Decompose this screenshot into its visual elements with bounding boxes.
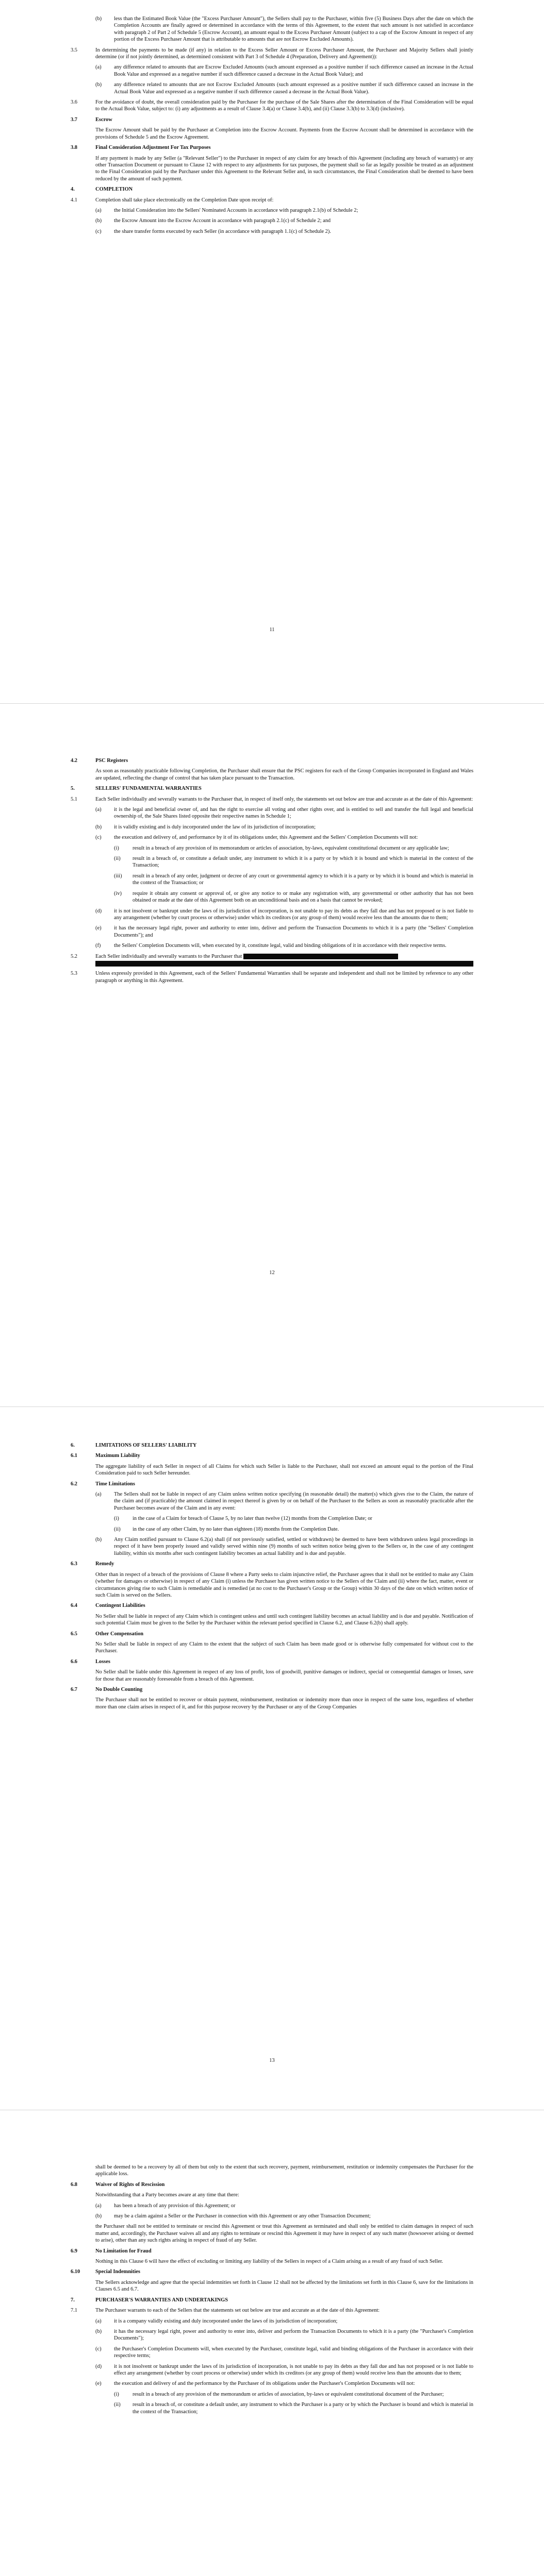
clause-paragraph: No Seller shall be liable in respect of any Claim which is contingent unless and until such contingent liability becomes an actual liability and is due and payable. Notification of such potential Claim must be given to the Seller by the Purchaser within the relevant period specified in Clause 6.2, and Clause 6.2(b) shall apply. <box>95 1613 473 1626</box>
page-13 <box>0 1407 544 2110</box>
page-11 <box>0 0 544 703</box>
clause-paragraph: As soon as reasonably practicable following Completion, the Purchaser shall ensure that the PSC registers for each of the Group Companies incorporated in England and Wales are updated, reflecting the change of control that has taken place pursuant to the Transaction. <box>95 768 473 781</box>
clause-item: 5.1 Each Seller individually and severally warrants to the Purchaser that, in respect of itself only, the statements set out below are true and accurate as at the date of this Agreement: <box>71 796 473 802</box>
page-number: 13 <box>269 2058 275 2063</box>
clause-item: (a) the Initial Consideration into the Sellers' Nominated Accounts in accordance with paragraph 2.1(b) of Schedule 2; <box>95 207 358 213</box>
clause-heading: 3.8 Final Consideration Adjustment For Tax Purposes <box>71 145 211 151</box>
clause-heading: 6.9 No Limitation for Fraud <box>71 2248 152 2254</box>
clause-heading: 6.8 Waiver of Rights of Rescission <box>71 2181 165 2188</box>
clause-item: (c) the share transfer forms executed by each Seller (in accordance with paragraph 1.1(c) of Schedule 2). <box>95 228 331 234</box>
clause-item: (e) the execution and delivery of and the performance by the Purchaser of its obligations under the Purchaser's Completion Documents will not: <box>95 2381 415 2387</box>
clause-item: (ii) in the case of any other Claim, by no later than eighteen (18) months from the Completion Date. <box>114 1526 339 1532</box>
clause-item: 7.1 The Purchaser warrants to each of the Sellers that the statements set out below are true and accurate as at the date of this Agreement: <box>71 2308 380 2314</box>
clause-item: (i) result in a breach of any provision of its memorandum or articles of association, by-laws, equivalent constitutional document or any applicable law; <box>114 845 449 851</box>
clause-heading: 6.5 Other Compensation <box>71 1631 144 1637</box>
clause-item: (iv) require it obtain any consent or approval of, or give any notice to or make any registration with, any governmental or other authority that has not been obtained or made at the date of this Agreement both on an unconditional basis and on a basis that cannot be revoked; <box>114 890 473 904</box>
clause-item: (a) any difference related to amounts that are Escrow Excluded Amounts (such amount expressed as a positive number if such difference caused an increase in the Actual Book Value and expressed as a negative number if such difference caused a decrease in the Actual Book Value); and <box>95 64 473 77</box>
page-body <box>71 757 473 988</box>
clause-heading: 6.6 Losses <box>71 1658 110 1665</box>
clause-item: (b) less than the Estimated Book Value (the "Excess Purchaser Amount"), the Sellers shall pay to the Purchaser, within five (5) Business Days after the date on which the Completion Accounts are finally agreed or determined in accordance with the terms of this Agreement, to the extent that such amount is not satisfied in accordance with paragraph 2 of Part 2 of Schedule 5 (Escrow Account), an amount equal to the Excess Purchaser Amount (subject to a cap of the Escrow Amount in respect of any portion of the Excess Purchaser Amount that is attributable to amounts that are not Escrow Excluded Amounts). <box>95 16 473 43</box>
section-heading: 7. PURCHASER'S WARRANTIES AND UNDERTAKINGS <box>71 2297 228 2303</box>
clause-paragraph: The Purchaser shall not be entitled to recover or obtain payment, reimbursement, restitution or indemnity more than once in respect of the same loss, regardless of whether more than one claim arises in respect of it, and for this purpose recovery by the Purchaser or any of the Group Companies <box>95 1697 473 1710</box>
clause-item: 5.3 Unless expressly provided in this Agreement, each of the Sellers' Fundamental Warranties shall be separate and independent and shall not be limited by reference to any other paragraph or anything in this Agreement. <box>71 971 473 984</box>
clause-item: (c) the execution and delivery of, and performance by it of its obligations under, this Agreement and the Sellers' Completion Documents will not: <box>95 835 418 841</box>
section-heading: 6. LIMITATIONS OF SELLERS' LIABILITY <box>71 1443 197 1448</box>
clause-heading: 6.3 Remedy <box>71 1561 114 1567</box>
page-12 <box>0 704 544 1406</box>
clause-item: (iii) result in a breach of any order, judgment or decree of any court or governmental agency to which it is a party or by which it is bound and which is material in the context of the Transaction; or <box>114 873 473 886</box>
clause-paragraph: The aggregate liability of each Seller in respect of all Claims for which such Seller is liable to the Purchaser, shall not exceed an amount equal to the portion of the Final Consideration paid to such Seller hereunder. <box>95 1463 473 1477</box>
clause-item: (e) it has the necessary legal right, power and authority to enter into, deliver and perform the Transaction Documents to which it is a party (the "Sellers' Completion Documents"); and <box>95 925 473 938</box>
section-heading: 4. COMPLETION <box>71 187 133 193</box>
page-number: 12 <box>269 1270 275 1276</box>
clause-item: 3.6 For the avoidance of doubt, the overall consideration paid by the Purchaser for the purchase of the Sale Shares after the determination of the Final Consideration will be equal to the Actual Book Value, subject to: (i) any adjustments as a result of Clause 3.4(a) or Clause 3.4(b), and (ii) Clause 3.3(b) to 3.3(d) (inclusive). <box>71 99 473 112</box>
clause-item: (b) the Escrow Amount into the Escrow Account in accordance with paragraph 2.1(c) of Schedule 2; and <box>95 218 331 224</box>
clause-item-redacted: 5.2 Each Seller individually and severally warrants to the Purchaser that <box>71 953 473 967</box>
section-heading: 5. SELLERS' FUNDAMENTAL WARRANTIES <box>71 786 202 792</box>
clause-paragraph: Other than in respect of a breach of the provisions of Clause 8 where a Party seeks to claim injunctive relief, the Purchaser agrees that it shall not be entitled to make any Claim (whether for damages or otherwise) in respect of any Claim (i) unless the Purchaser has given written notice to the Sellers of the Claim and (ii) where the fact, matter, event or circumstances giving rise to such Claim is remediable and is remedied (at no cost to the Purchaser's Group or the Group) within 30 days of the date on which written notice of such Claim is served on the Sellers. <box>95 1571 473 1598</box>
clause-item: (b) any difference related to amounts that are not Escrow Excluded Amounts (such amount expressed as a positive number if such difference caused an increase in the Actual Book Value and expressed as a negative number if such difference caused a decrease in the Actual Book Value). <box>95 82 473 95</box>
clause-paragraph: Nothing in this Clause 6 will have the effect of excluding or limiting any liability of the Sellers in respect of a Claim arising as a result of any fraud of such Seller. <box>95 2259 443 2265</box>
page-body <box>71 2164 473 2419</box>
clause-heading: 6.1 Maximum Liability <box>71 1453 140 1459</box>
clause-paragraph: If any payment is made by any Seller (a "Relevant Seller") to the Purchaser in respect of any claim for any breach of this Agreement (including any breach of warranty) or any other Transaction Document or pursuant to Clause 12 with respect to any adjustments for tax purposes, the payment shall so far as legally possible be treated as an adjustment to the Final Consideration paid by the Purchaser under this Agreement to the Relevant Seller and, in such circumstances, the Final Consideration shall be deemed to have been reduced by the amount of such payment. <box>95 155 473 182</box>
clause-heading: 6.4 Contingent Liabilities <box>71 1603 145 1609</box>
clause-item: (i) result in a breach of any provision of the memorandum or articles of association, by-laws or equivalent constitutional document of the Purchaser; <box>114 2391 444 2397</box>
page-14 <box>0 2110 544 2576</box>
clause-item: 3.5 In determining the payments to be made (if any) in relation to the Excess Seller Amount or Excess Purchaser Amount, the Purchaser and Majority Sellers shall jointly determine (or if not jointly determined, as determined consistent with Part 3 of Schedule 4 (Preparation, Delivery and Agreement)): <box>71 47 473 60</box>
clause-item: (i) in the case of a Claim for breach of Clause 5, by no later than twelve (12) months from the Completion Date; or <box>114 1516 372 1522</box>
clause-paragraph: The Escrow Amount shall be paid by the Purchaser at Completion into the Escrow Account. Payments from the Escrow Account shall be determined in accordance with the provisions of Schedule 5 and the Escrow Agreement. <box>95 127 473 140</box>
clause-item: (a) it is a company validly existing and duly incorporated under the laws of its jurisdiction of incorporation; <box>95 2318 338 2324</box>
clause-paragraph: shall be deemed to be a recovery by all of them but only to the extent that such recovery, payment, reimbursement, restitution or indemnity compensates the Purchaser for the applicable loss. <box>95 2164 473 2177</box>
clause-item: (c) the Purchaser's Completion Documents will, when executed by the Purchaser, constitute legal, valid and binding obligations of the Purchaser in accordance with their respective terms; <box>95 2346 473 2359</box>
clause-item: (b) may be a claim against a Seller or the Purchaser in connection with this Agreement or any other Transaction Document; <box>95 2213 371 2219</box>
clause-paragraph: No Seller shall be liable under this Agreement in respect of any loss of profit, loss of goodwill, punitive damages or indirect, special or consequential damages or losses, save for those that are reasonably foreseeable from a breach of this Agreement. <box>95 1669 473 1682</box>
clause-heading: 6.7 No Double Counting <box>71 1686 143 1692</box>
clause-item: 4.1 Completion shall take place electronically on the Completion Date upon receipt of: <box>71 197 274 203</box>
redaction-bar <box>243 954 398 959</box>
clause-item: (a) it is the legal and beneficial owner of, and has the right to exercise all voting and other rights over, and is entitled to sell and transfer the full legal and beneficial ownership of, the Sale Shares listed opposite their respective names in Schedule 1; <box>95 807 473 820</box>
page-number: 11 <box>269 627 275 633</box>
clause-heading: 6.10 Special Indemnities <box>71 2269 140 2275</box>
clause-item: (b) it is validly existing and is duly incorporated under the law of its jurisdiction of incorporation; <box>95 824 316 830</box>
clause-item: (d) it is not insolvent or bankrupt under the laws of its jurisdiction of incorporation, is not unable to pay its debts as they fall due and has not proposed or is not liable to any arrangement (whether by court process or otherwise) under which its creditors (or any group of them) would receive less than the amounts due to them; <box>95 908 473 921</box>
clause-heading: 3.7 Escrow <box>71 116 112 123</box>
clause-item: (a) has been a breach of any provision of this Agreement; or <box>95 2202 236 2209</box>
redaction-bar <box>95 961 473 967</box>
clause-paragraph: The Sellers acknowledge and agree that the special indemnities set forth in Clause 12 shall not be affected by the limitations set forth in this Clause 6, save for the limitations in Clauses 6.5 and 6.7. <box>95 2279 473 2293</box>
clause-item: (a) The Sellers shall not be liable in respect of any Claim unless written notice specifying (in reasonable detail) the matter(s) which gives rise to the Claim, the nature of the claim and (if practicable) the amount claimed in respect thereof is given by or on behalf of the Purchaser to the Sellers as soon as reasonably practicable after the Purchaser becomes aware of the Claim and in any event: <box>95 1492 473 1511</box>
clause-item: (ii) result in a breach of, or constitute a default under, any instrument to which the Purchaser is a party or by which the Purchaser is bound and which is material in the context of the Transaction; <box>114 2402 473 2415</box>
page-body <box>71 15 473 239</box>
clause-item: (d) it is not insolvent or bankrupt under the laws of its jurisdiction of incorporation, is not unable to pay its debts as they fall due and has not proposed or is not liable to effect any arrangement (whether by court process or otherwise) under which its creditors (or any group of them) would receive less than the amounts due to them; <box>95 2363 473 2376</box>
clause-item: (f) the Sellers' Completion Documents will, when executed by it, constitute legal, valid and binding obligations of it in accordance with their respective terms. <box>95 943 447 949</box>
clause-item: (b) it has the necessary legal right, power and authority to enter into, deliver and perform the Transaction Documents to which it is a party (the "Purchaser's Completion Documents"); <box>95 2328 473 2342</box>
page-body <box>71 1442 473 1714</box>
clause-paragraph: Notwithstanding that a Party becomes aware at any time that there: <box>95 2192 239 2198</box>
clause-paragraph: the Purchaser shall not be entitled to terminate or rescind this Agreement or treat this Agreement as terminated and shall only be entitled to claim damages in respect of such matter and, accordingly, the Purchaser waives all and any rights to terminate or rescind this Agreement it may have in respect of any such matter (howsoever arising or deemed to arise), other than any such rights arising in respect of fraud of any Seller. <box>95 2224 473 2244</box>
clause-heading: 6.2 Time Limitations <box>71 1481 135 1487</box>
clause-paragraph: No Seller shall be liable in respect of any Claim to the extent that the subject of such Claim has been made good or is otherwise fully compensated for without cost to the Purchaser. <box>95 1641 473 1654</box>
clause-heading: 4.2 PSC Registers <box>71 758 128 764</box>
clause-item: (ii) result in a breach of, or constitute a default under, any instrument to which it is a party or by which it is bound and which is material in the context of the Transaction; <box>114 856 473 869</box>
clause-item: (b) Any Claim notified pursuant to Clause 6.2(a) shall (if not previously satisfied, settled or withdrawn) be deemed to have been withdrawn unless legal proceedings in respect of it have been properly issued and validly served within nine (9) months of such written notice being given to the Sellers or, in the case of any contingent liability, within six months after such contingent liability becomes an actual liability and is due and payable. <box>95 1537 473 1556</box>
